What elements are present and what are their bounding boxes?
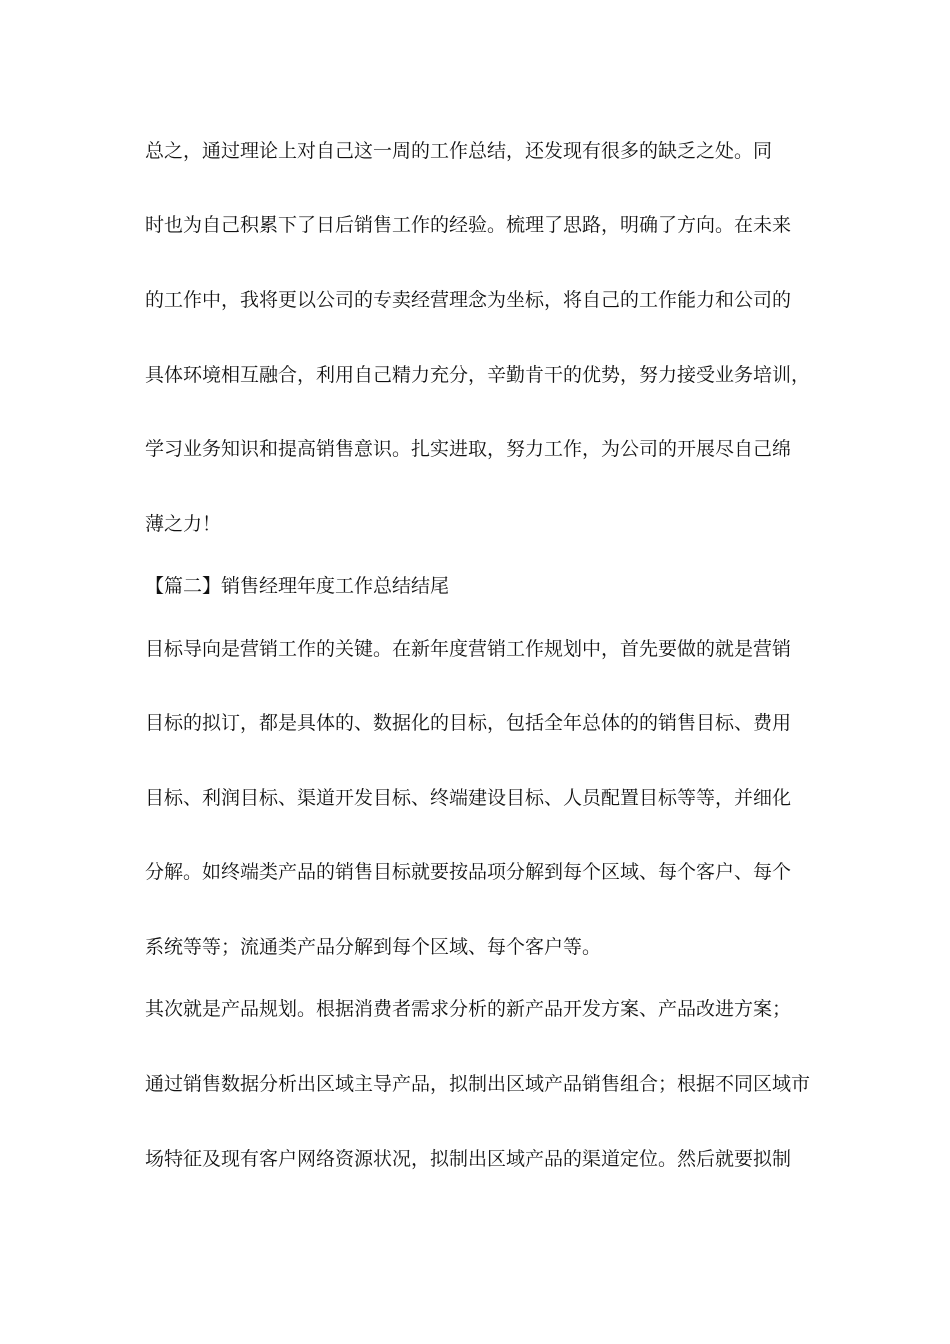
paragraph-line: 具体环境相互融合，利用自己精力充分，辛勤肯干的优势，努力接受业务培训， xyxy=(145,364,811,386)
paragraph-line: 目标导向是营销工作的关键。在新年度营销工作规划中，首先要做的就是营销 xyxy=(145,638,792,660)
paragraph-line: 总之，通过理论上对自己这一周的工作总结，还发现有很多的缺乏之处。同 xyxy=(145,140,773,162)
paragraph-line: 系统等等；流通类产品分解到每个区域、每个客户等。 xyxy=(145,936,602,958)
paragraph-line: 分解。如终端类产品的销售目标就要按品项分解到每个区域、每个客户、每个 xyxy=(145,861,792,883)
paragraph-line: 目标的拟订，都是具体的、数据化的目标，包括全年总体的的销售目标、费用 xyxy=(145,712,792,734)
paragraph-line: 目标、利润目标、渠道开发目标、终端建设目标、人员配置目标等等，并细化 xyxy=(145,787,792,809)
section-heading: 【篇二】销售经理年度工作总结结尾 xyxy=(145,575,450,597)
paragraph-line: 场特征及现有客户网络资源状况，拟制出区域产品的渠道定位。然后就要拟制 xyxy=(145,1148,792,1170)
paragraph-line: 的工作中，我将更以公司的专卖经营理念为坐标，将自己的工作能力和公司的 xyxy=(145,289,792,311)
paragraph-line: 通过销售数据分析出区域主导产品，拟制出区域产品销售组合；根据不同区域市 xyxy=(145,1073,811,1095)
paragraph-line: 时也为自己积累下了日后销售工作的经验。梳理了思路，明确了方向。在未来 xyxy=(145,214,792,236)
paragraph-line: 薄之力！ xyxy=(145,513,222,535)
paragraph-line: 学习业务知识和提高销售意识。扎实进取，努力工作，为公司的开展尽自己绵 xyxy=(145,438,792,460)
paragraph-line: 其次就是产品规划。根据消费者需求分析的新产品开发方案、产品改进方案； xyxy=(145,998,792,1020)
